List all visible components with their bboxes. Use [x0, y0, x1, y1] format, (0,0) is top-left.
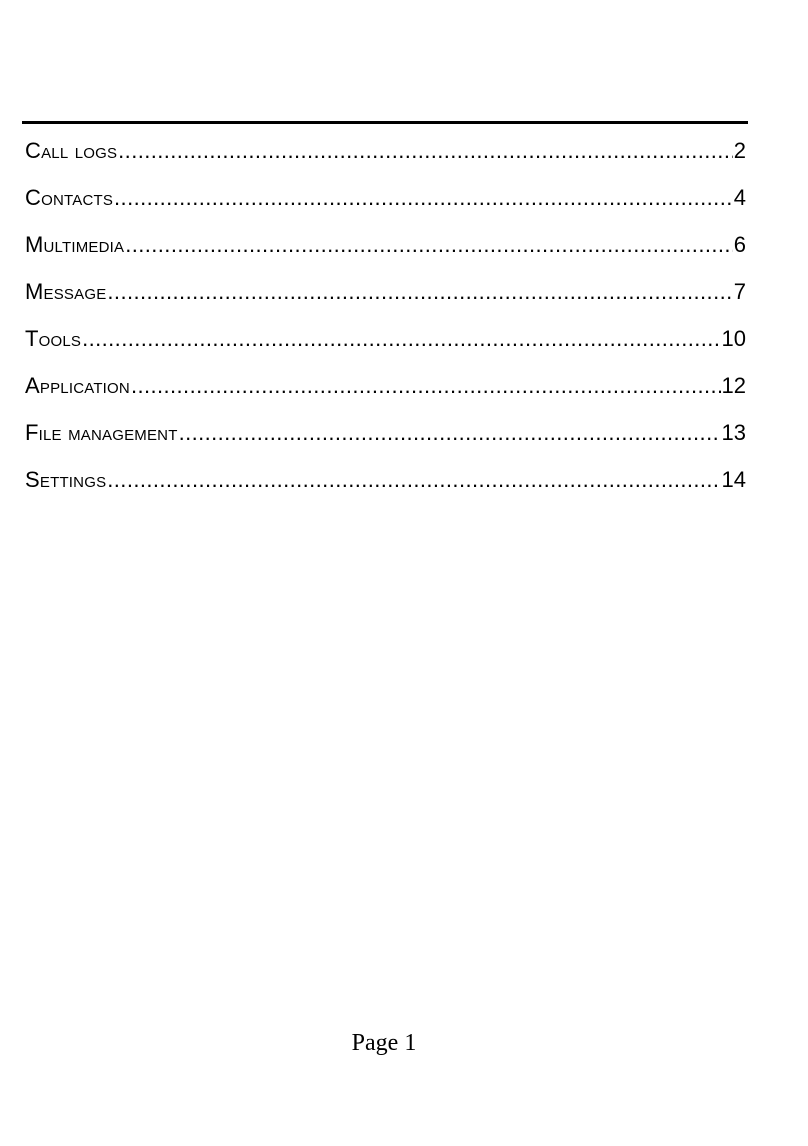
toc-dot-leader [114, 181, 733, 215]
toc-entry-title: File management [25, 420, 178, 445]
toc-entry-page: 12 [721, 373, 746, 398]
toc-entry-page: 14 [721, 467, 746, 492]
toc-dot-leader [118, 134, 733, 168]
toc-entry-tools[interactable] [25, 322, 746, 369]
toc-entry-page: 10 [721, 326, 746, 351]
toc-dot-leader [107, 275, 732, 309]
toc-dot-leader [107, 463, 720, 497]
toc-entry-multimedia[interactable] [25, 228, 746, 275]
toc-dot-leader [125, 228, 733, 262]
toc-entry-title: Settings [25, 467, 107, 492]
toc-entry-message[interactable] [25, 275, 746, 322]
toc-entry-title: Multimedia [25, 232, 125, 257]
toc-entry-page: 13 [721, 420, 746, 445]
toc-entry-page: 7 [733, 279, 746, 304]
toc-entry-call-logs[interactable] [25, 134, 746, 181]
toc-entry-title: Contacts [25, 185, 114, 210]
table-of-contents [25, 134, 746, 510]
toc-entry-page: 2 [733, 138, 746, 163]
header-rule [22, 121, 748, 124]
toc-entry-title: Message [25, 279, 107, 304]
toc-entry-settings[interactable] [25, 463, 746, 510]
toc-entry-contacts[interactable] [25, 181, 746, 228]
toc-entry-page: 6 [733, 232, 746, 257]
toc-entry-application[interactable] [25, 369, 746, 416]
toc-dot-leader [82, 322, 720, 356]
toc-dot-leader [179, 416, 721, 450]
toc-dot-leader [131, 369, 721, 403]
toc-entry-page: 4 [733, 185, 746, 210]
page-number-footer: Page 1 [351, 1030, 417, 1056]
toc-entry-title: Tools [25, 326, 82, 351]
toc-entry-title: Application [25, 373, 130, 398]
toc-entry-file-management[interactable] [25, 416, 746, 463]
toc-entry-title: Call logs [25, 138, 118, 163]
